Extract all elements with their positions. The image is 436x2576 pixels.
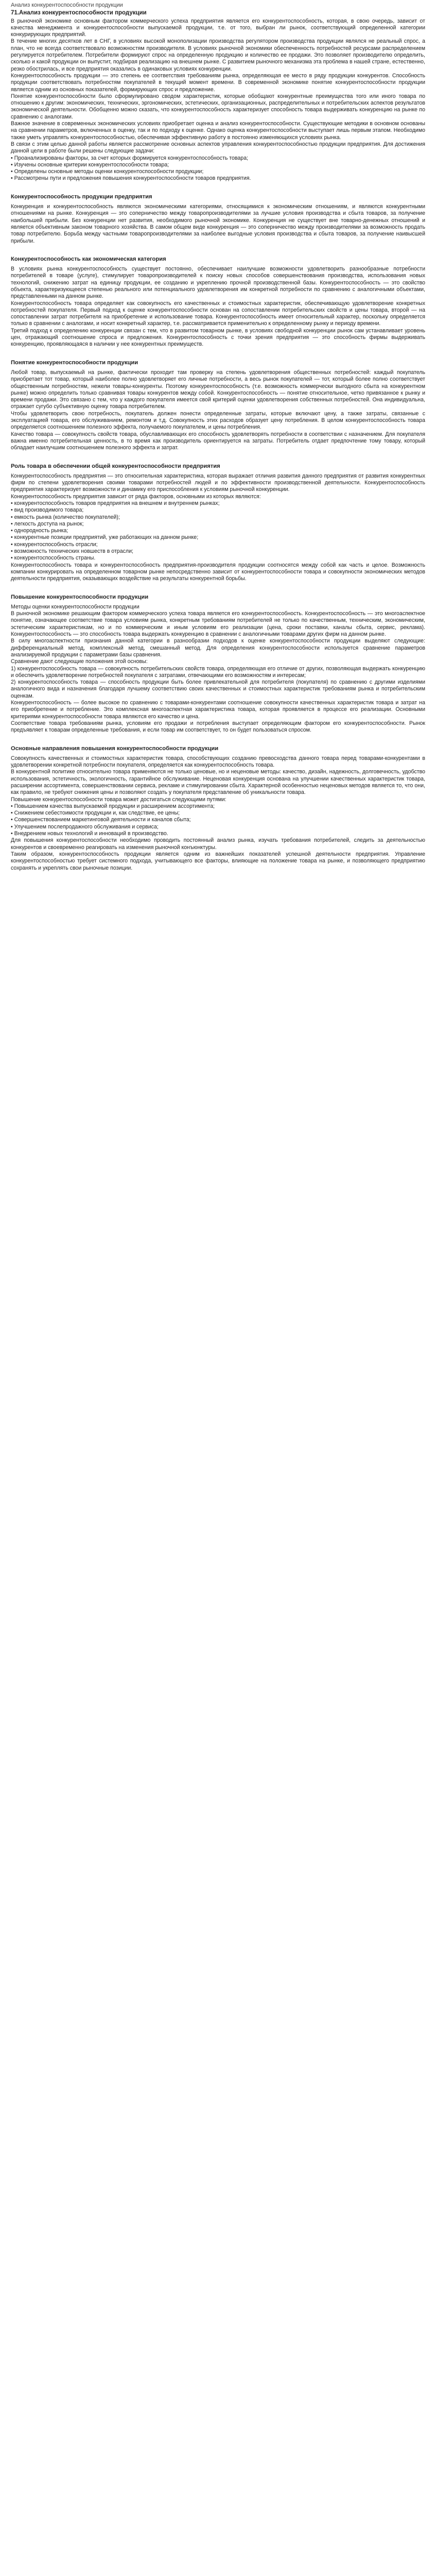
paragraph: Конкурентоспособность товара и конкурентоспособность предприятия-производителя продукции соотносятся между собой как часть и целое. Возможность компании конкурировать на определенном товарном рынке непосредственно зависит от конкурентоспособности товара и совокупности экономических методов деятельности предприятия, оказывающих воздействие на результаты конкурентной борьбы. bbox=[11, 562, 425, 582]
paragraph: • вид производимого товара; bbox=[11, 507, 84, 514]
paragraph: • легкость доступа на рынок; bbox=[11, 520, 84, 527]
paragraph: • Улучшением послепродажного обслуживания и сервиса; bbox=[11, 823, 159, 830]
paragraph: • возможность технических новшеств в отрасли; bbox=[11, 548, 133, 555]
paragraph: В конкурентной политике относительно товара применяются не только ценовые, но и неценовые методы: качество, дизайн, надежность, долговечность, удобство использования, эстетичность, экологичность, гарантийное обслуживание. Неценовая конкуренция основана на улучшении качественных характеристик товара, расширении ассортимента, совершенствовании сервиса, рекламе и стимулировании сбыта. Характерной особенностью неценовых методов является то, что они, как правило, не требуют снижения цены и позволяют создать у покупателя представление об уникальности товара. bbox=[11, 769, 425, 796]
section-heading: Роль товара в обеспечении общей конкурентоспособности предприятия bbox=[11, 463, 220, 469]
paragraph: • емкость рынка (количество покупателей); bbox=[11, 514, 120, 520]
page-title: 71.Анализ конкурентоспособности продукции bbox=[11, 10, 147, 16]
paragraph: • Изучены основные критерии конкурентоспособности товара; bbox=[11, 161, 169, 168]
section bbox=[11, 18, 425, 182]
paragraph: • Внедрением новых технологий и инноваций в производство. bbox=[11, 831, 168, 837]
paragraph: Понятие конкурентоспособности было сформулировано сводом характеристик, которые обобщают конкурентные преимущества того или иного товара по отношению к другим: экономических, технических, эргономических, эстетических, организационных, распределительных и потребительских аспектов результатов экономической деятельности. Обобщенно можно сказать, что конкурентоспособность характеризует способность товара выдерживать конкуренцию на рынке по сравнению с аналогами. bbox=[11, 93, 425, 120]
paragraph: Соответствие товара требованиям рынка, условиям его продажи и потребления выступает определяющим фактором его конкурентоспособности. Рынок предъявляет к товарам определенные требования, и если товар им соответствует, то он будет пользоваться спросом. bbox=[11, 720, 425, 734]
paragraph: Повышение конкурентоспособности товара может достигаться следующими путями: bbox=[11, 796, 226, 803]
paragraph: • Определены основные методы оценки конкурентоспособности продукции; bbox=[11, 168, 204, 175]
article-body bbox=[11, 18, 425, 872]
paragraph: Конкурентоспособность продукции — это степень ее соответствия требованиям рынка, определяющая ее место в ряду продукции конкурентов. Способность продукции соответствовать потребностям покупателей в текущий момент времени. В современной экономике понятие конкурентоспособности продукции является одним из основных показателей, формирующих спрос и предложение. bbox=[11, 72, 425, 93]
section bbox=[11, 463, 425, 583]
paragraph: В рыночной экономике основным фактором коммерческого успеха предприятия является его конкурентоспособность, которая, в свою очередь, зависит от качества менеджмента и конкурентоспособности выпускаемой продукции, т.е. от того, выбран ли рынок, соответствующий определенной категории конкурирующих предприятий. bbox=[11, 18, 425, 38]
paragraph: • конкурентоспособность страны. bbox=[11, 555, 96, 562]
paragraph: • Повышением качества выпускаемой продукции и расширением ассортимента; bbox=[11, 803, 215, 809]
paragraph: Любой товар, выпускаемый на рынке, фактически проходит там проверку на степень удовлетворения общественных потребностей: каждый покупатель приобретает тот товар, который наиболее полно удовлетворяет его личные потребности, а весь рынок покупателей — тот, который более полно соответствует общественным потребностям, нежели товары-конкуренты. Поэтому конкурентоспособность (т.е. возможность коммерчески выгодного сбыта на конкурентном рынке) можно определить только сравнивая товары конкурентов между собой. Конкурентоспособность — понятие относительное, четко привязанное к рынку и времени продажи. Это связано с тем, что у каждого покупателя имеется свой критерий оценки удовлетворения собственных потребностей. Она индивидуальна, отражает сугубо субъективную оценку товара потребителем. bbox=[11, 369, 425, 410]
paragraph: Третий подход к определению конкуренции связан с тем, что в развитом товарном рынке, в условиях свободной конкуренции рынок сам устанавливает уровень цен, отражающий соотношение спроса и предложения. Конкурентоспособность с точки зрения предприятия — это способность фирмы выдерживать конкуренцию, проявляющаяся в наличии у нее конкурентных преимуществ. bbox=[11, 327, 425, 348]
paragraph: • Проанализированы факторы, за счет которых формируется конкурентоспособность товара; bbox=[11, 155, 249, 161]
paragraph: Конкурентоспособность предприятия зависит от ряда факторов, основными из которых являются: bbox=[11, 493, 261, 500]
section bbox=[11, 194, 425, 245]
paragraph: В связи с этим целью данной работы является рассмотрение основных аспектов управления конкурентоспособностью продукции предприятия. Для достижения данной цели в работе были решены следующие задачи: bbox=[11, 141, 425, 155]
section-heading: Понятие конкурентоспособности продукции bbox=[11, 359, 138, 366]
paragraph: 1) конкурентоспособность товара — совокупность потребительских свойств товара, определяющая его отличие от других, позволяющая выдержать конкуренцию и обеспечить удовлетворение потребностей покупателя с затратами, отвечающими его возможностям и интересам; bbox=[11, 665, 425, 679]
paragraph: Чтобы удовлетворить свою потребность, покупатель должен понести определенные затраты, которые включают цену, а также затраты, связанные с эксплуатацией товара, его обслуживанием, ремонтом и т.д. Совокупность этих расходов образует цену потребления. В целом конкурентоспособность товара определяется соотношением полезного эффекта, получаемого покупателем, и цены потребления. bbox=[11, 410, 425, 431]
section bbox=[11, 256, 425, 348]
article bbox=[0, 0, 436, 877]
section bbox=[11, 745, 425, 872]
paragraph: В условиях рынка конкурентоспособность существует постоянно, обеспечивает наилучшие возможности удовлетворить разнообразные потребности потребителей в товаре (услуге), стимулирует товаропроизводителей к поиску новых способов совершенствования производства, использования новых технологий, снижению затрат на единицу продукции, ее созданию и укреплению прочной производственной базы. Конкурентоспособность — это свойство объекта, характеризующееся степенью реального или потенциального удовлетворения им конкретной потребности по сравнению с аналогичными объектами, представленными на данном рынке. bbox=[11, 266, 425, 300]
paragraph: 2) конкурентоспособность товара — способность продукции быть более привлекательной для потребителя (покупателя) по сравнению с другими изделиями аналогичного вида и назначения благодаря лучшему соответствию своих качественных и стоимостных характеристик требованиям рынка и потребительским оценкам. bbox=[11, 679, 425, 699]
section-heading: Конкурентоспособность как экономическая категория bbox=[11, 256, 166, 262]
paragraph: Качество товара — совокупность свойств товара, обуславливающих его способность удовлетворять потребности в соответствии с назначением. Для покупателя важна именно потребительная ценность, в то время как производитель ориентируется на затраты. Потребитель отдает предпочтение тому товару, который обладает наилучшим соотношением полезного эффекта и затрат. bbox=[11, 431, 425, 451]
paragraph: Конкурентоспособность товара определяет как совокупность его качественных и стоимостных характеристик, обеспечивающую удовлетворение конкретных потребностей покупателя. Первый подход к оценке конкурентоспособности основан на сопоставлении потребительских свойств и цены товара, второй — на сопоставлении затрат потребителя на приобретение и использование товара. Конкурентоспособность имеет относительный характер, поскольку определяется только в сравнении с аналогами, и носит конкретный характер, т.е. рассматривается применительно к определенному рынку и периоду времени. bbox=[11, 300, 425, 327]
paragraph: • Рассмотрены пути и предложения повышения конкурентоспособности товаров предприятия. bbox=[11, 175, 251, 182]
paragraph: В силу многоаспектности признания данной категории в разнообразии подходов к оценке конкурентоспособности продукции выделяют следующие: дифференциальный метод, комплексный метод, смешанный метод. Для определения конкурентоспособности используется сравнение параметров анализируемой продукции с параметрами базы сравнения. bbox=[11, 638, 425, 658]
paragraph: • Совершенствованием маркетинговой деятельности и каналов сбыта; bbox=[11, 817, 191, 823]
paragraph: Таким образом, конкурентоспособность продукции является одним из важнейших показателей успешной деятельности предприятия. Управление конкурентоспособностью требует системного подхода, учитывающего все факторы, влияющие на положение товара на рынке, и позволяющего предприятию сохранять и укреплять свои рыночные позиции. bbox=[11, 851, 425, 871]
section-heading: Повышение конкурентоспособности продукции bbox=[11, 594, 149, 600]
paragraph: • Снижением себестоимости продукции и, как следствие, ее цены; bbox=[11, 810, 180, 817]
paragraph: Конкуренция и конкурентоспособность являются экономическими категориями, относящимися к экономическим отношениям, и являются конкурентными отношениями на рынке. Конкуренция — это соперничество между товаропроизводителями за лучшие условия производства и сбыта товаров, за получение наибольшей прибыли. Без конкуренции нет развития, необходимого рыночной экономике. Конкуренция не существует вне товарно-денежных отношений и является объективным законом товарного хозяйства. В самом общем виде конкуренция — это соперничество между производителями за возможность продать товар потребителю. Борьба между частными товаропроизводителями за наиболее выгодные условия производства и сбыта товаров, за получение наивысшей прибыли. bbox=[11, 204, 425, 244]
paragraph: • конкурентные позиции предприятий, уже работающих на данном рынке; bbox=[11, 534, 199, 541]
paragraph: Совокупность качественных и стоимостных характеристик товара, способствующих созданию превосходства данного товара перед товарами-конкурентами в удовлетворении конкретной потребности покупателя, определяется как конкурентоспособность товара. bbox=[11, 755, 425, 769]
paragraph: Сравнение дают следующие положения этой основы: bbox=[11, 658, 148, 665]
paragraph: В течение многих десятков лет в СНГ, в условиях высокой монополизации производства регулятором производства продукции являлся не реальный спрос, а план, что не всегда соответствовало возможностям производителя. В условиях рыночной экономики обеспеченность потребностей ресурсами распределением регулируется потребителем. Потребители формируют спрос на определенную продукцию и количество ее продажи. Это позволяет производителю определить, сколько и какой продукции он выпустит, подбирая реализацию на внешнем рынке. С развитием рыночного механизма эта проблема в нашей стране, естественно, резко обострилась, и все предприятия оказались в одинаковых условиях конкуренции. bbox=[11, 38, 425, 72]
paragraph: Конкурентоспособность предприятия — это относительная характеристика, которая выражает отличия развития данного предприятия от развития конкурентных фирм по степени удовлетворения своими товарами потребностей людей и по эффективности производственной деятельности. Конкурентоспособность предприятия характеризует возможности и динамику его приспособления к условиям рыночной конкуренции. bbox=[11, 472, 425, 493]
paragraph: Важное значение в современных экономических условиях приобретает оценка и анализ конкурентоспособности. Существующие методики в основном основаны на сравнении параметров, включенных в оценку, так и по подходу к оценке. Однако оценка конкурентоспособности выступает лишь первым этапом. Необходимо также уметь управлять конкурентоспособностью, обеспечивая эффективную работу в постоянно изменяющихся условиях рынка. bbox=[11, 121, 425, 141]
paragraph: • однородность рынка; bbox=[11, 528, 68, 534]
paragraph: Для повышения конкурентоспособности необходимо проводить постоянный анализ рынка, изучать требования потребителей, следить за деятельностью конкурентов и своевременно реагировать на изменения рыночной конъюнктуры. bbox=[11, 837, 425, 851]
section bbox=[11, 360, 425, 452]
paragraph: Конкурентоспособность — более высокое по сравнению с товарами-конкурентами соотношение совокупности качественных характеристик товара и затрат на его приобретение и потребление. Это комплексная многоаспектная характеристика товара, которая проявляется в процессе его реализации. Основными критериями конкурентоспособности товара являются его качество и цена. bbox=[11, 700, 425, 720]
paragraph: • конкурентоспособность товаров предприятия на внешнем и внутреннем рынках; bbox=[11, 500, 220, 506]
section-heading: Основные направления повышения конкурентоспособности продукции bbox=[11, 745, 219, 752]
paragraph: Методы оценки конкурентоспособности продукции bbox=[11, 603, 139, 610]
section-heading: Конкурентоспособность продукции предприятия bbox=[11, 193, 152, 200]
paragraph: • конкурентоспособность отрасли; bbox=[11, 541, 98, 548]
breadcrumb[interactable]: Анализ конкурентоспособности продукции bbox=[11, 2, 123, 8]
section bbox=[11, 594, 425, 734]
paragraph: В рыночной экономике решающим фактором коммерческого успеха товара является его конкурентоспособность. Конкурентоспособность — это многоаспектное понятие, означающее соответствие товара условиям рынка, конкретным требованиям потребителей не только по качественным, техническим, экономическим, эстетическим характеристикам, но и по коммерческим и иным условиям его реализации (цена, сроки поставки, каналы сбыта, сервис, реклама). Конкурентоспособность — это способность товара выдержать конкуренцию в сравнении с аналогичными товарами других фирм на данном рынке. bbox=[11, 611, 425, 638]
